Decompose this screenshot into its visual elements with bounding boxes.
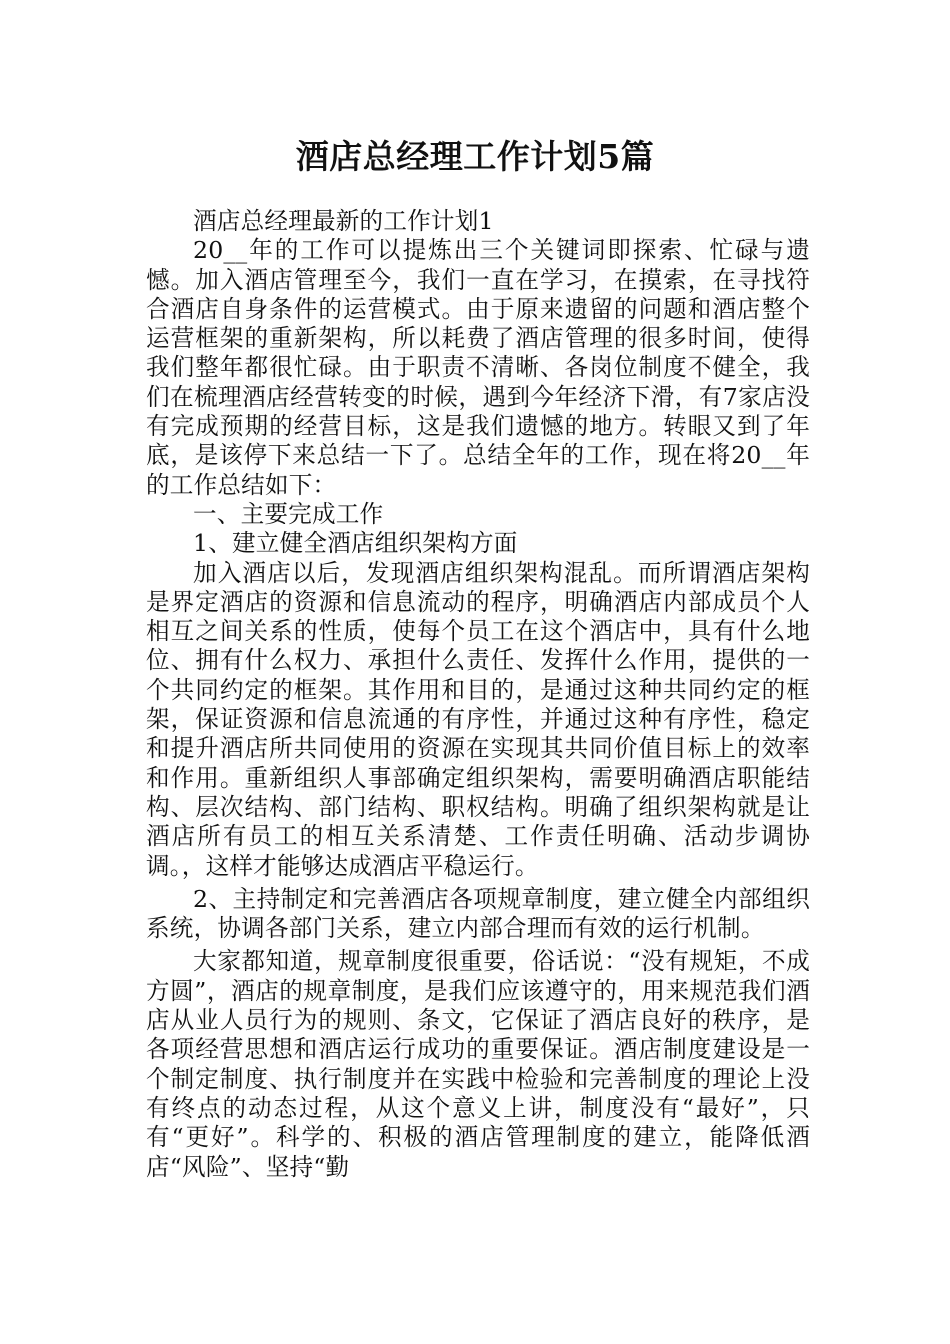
document-body [146, 207, 810, 1182]
section-heading: 酒店总经理最新的工作计划1 [193, 207, 494, 235]
document-title: 酒店总经理工作计划5篇 [295, 137, 655, 176]
subsection-heading: 1、建立健全酒店组织架构方面 [193, 529, 518, 558]
section-heading: 一、主要完成工作 [193, 499, 384, 528]
body-paragraph: 20__年的工作可以提炼出三个关键词即探索、忙碌与遗憾。加入酒店管理至今，我们一直在学习，在摸索，在寻找符合酒店自身条件的运营模式。由于原来遗留的问题和酒店整个运营框架的重新架构，所以耗费了酒店管理的很多时间，使得我们整年都很忙碌。由于职责不清晰、各岗位制度不健全，我们在梳理酒店经营转变的时候，遇到今年经济下滑，有7家店没有完成预期的经营目标，这是我们遗憾的地方。转眼又到了年底，是该停下来总结一下了。总结全年的工作，现在将20__年的工作总结如下： [146, 236, 810, 499]
body-paragraph: 大家都知道，规章制度很重要，俗话说：“没有规矩，不成方圆”，酒店的规章制度，是我们应该遵守的，用来规范我们酒店从业人员行为的规则、条文，它保证了酒店良好的秩序，是各项经营思想和酒店运行成功的重要保证。酒店制度建设是一个制定制度、执行制度并在实践中检验和完善制度的理论上没有终点的动态过程，从这个意义上讲，制度没有“最好”，只有“更好”。科学的、积极的酒店管理制度的建立，能降低酒店“风险”、坚持“勤 [146, 947, 810, 1181]
body-paragraph: 加入酒店以后，发现酒店组织架构混乱。而所谓酒店架构是界定酒店的资源和信息流动的程序，明确酒店内部成员个人相互之间关系的性质，使每个员工在这个酒店中，具有什么地位、拥有什么权力、承担什么责任、发挥什么作用，提供的一个共同约定的框架。其作用和目的，是通过这种共同约定的框架，保证资源和信息流通的有序性，并通过这种有序性，稳定和提升酒店所共同使用的资源在实现其共同价值目标上的效率和作用。重新组织人事部确定组织架构，需要明确酒店职能结构、层次结构、部门结构、职权结构。明确了组织架构就是让酒店所有员工的相互关系清楚、工作责任明确、活动步调协调。，这样才能够达成酒店平稳运行。 [146, 558, 810, 880]
body-paragraph: 2、主持制定和完善酒店各项规章制度，建立健全内部组织系统，协调各部门关系，建立内部合理而有效的运行机制。 [146, 884, 810, 943]
